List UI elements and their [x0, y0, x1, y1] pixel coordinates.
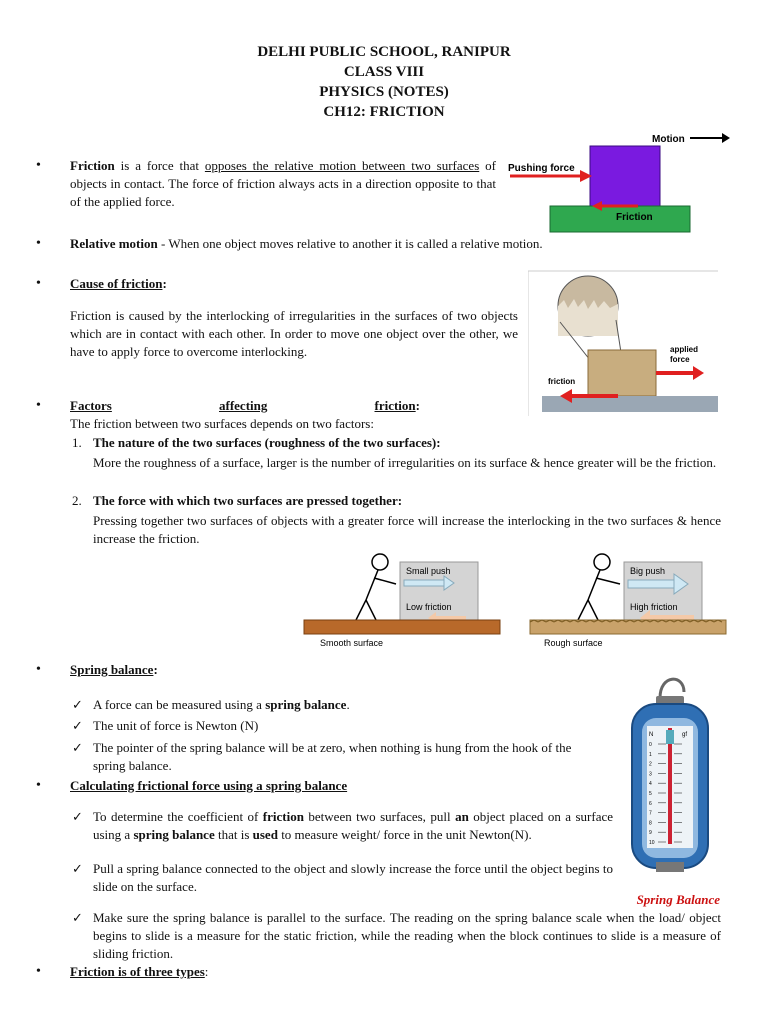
stick-figure-head — [372, 554, 388, 570]
check-icon: ✓ — [72, 718, 83, 733]
factor-number: 1. — [72, 435, 82, 450]
scale-unit-gf: gf — [682, 732, 688, 738]
colon: : — [204, 964, 209, 979]
bullet-icon: • — [36, 398, 41, 413]
text-run: A force can be measured using a — [93, 697, 266, 712]
scale-tick-label: 3 — [649, 771, 652, 778]
low-friction-label: Low friction — [406, 602, 452, 612]
purple-block — [590, 146, 660, 206]
scale-tick-label: 1 — [649, 751, 652, 758]
rough-surface-scene — [530, 554, 726, 648]
push-arrow-icon — [404, 580, 444, 586]
class-label: CLASS VIII — [343, 64, 425, 80]
spring-item: The pointer of the spring balance will be at zero, when nothing is hung from the hook of the spring balance. — [93, 740, 572, 773]
text-run: To determine the coefficient of — [93, 809, 263, 824]
scale-tick-label: 2 — [649, 761, 652, 768]
text-run: between two surfaces, pull — [303, 809, 456, 824]
text-run: that is — [214, 827, 253, 842]
spring-balance-caption: Spring Balance — [636, 892, 720, 907]
force-label: force — [670, 355, 690, 364]
rough-surface-label: Rough surface — [544, 638, 603, 648]
stick-figure-head — [594, 554, 610, 570]
bullet-icon: • — [36, 778, 41, 793]
check-icon: ✓ — [72, 740, 83, 755]
bold-run: an — [455, 809, 469, 824]
check-icon: ✓ — [72, 910, 83, 925]
heading-word: friction — [374, 398, 416, 413]
friction-definition — [70, 157, 496, 211]
cause-text: Friction is caused by the interlocking of irregularities in the surfaces of two objects which are in contact with each other. In order to move one object over the other, we have to apply force to overcome interlocking. — [70, 308, 518, 359]
friction-label: Friction — [616, 212, 653, 223]
scale-tick-label: 6 — [649, 800, 652, 807]
small-push-label: Small push — [406, 566, 451, 576]
smooth-surface-label: Smooth surface — [320, 638, 384, 648]
pushing-force-figure — [500, 128, 730, 234]
push-arrow-icon — [628, 580, 674, 588]
stick-figure-body — [588, 570, 600, 600]
stick-figure-leg — [366, 600, 376, 620]
calc-item — [93, 808, 613, 844]
pointer — [666, 730, 674, 744]
cause-heading-text: Cause of friction — [70, 276, 163, 291]
applied-force-arrow-head-icon — [693, 366, 704, 380]
smooth-surface-scene — [304, 554, 500, 648]
types-heading-text: Friction is of three types — [70, 964, 205, 979]
calc-heading: Calculating frictional force using a spring balance — [70, 778, 348, 793]
types-heading — [70, 963, 208, 981]
bullet-icon: • — [36, 276, 41, 291]
stick-figure-arm — [374, 578, 396, 584]
bullet-icon: • — [36, 236, 41, 251]
stick-figure-leg — [356, 600, 366, 620]
spring-heading: Spring balance: — [70, 662, 158, 677]
school-name: DELHI PUBLIC SCHOOL, RANIPUR — [257, 44, 511, 60]
scale-tick-label: 9 — [649, 830, 652, 837]
bullet-icon: • — [36, 158, 41, 173]
wooden-block — [588, 350, 656, 396]
smooth-wood-surface — [304, 620, 500, 634]
text-run: to measure weight/ force in the unit Newton(N). — [277, 827, 532, 842]
heading-word: affecting — [219, 398, 268, 413]
bold-run: used — [252, 827, 278, 842]
term-friction: Friction — [70, 158, 115, 173]
friction-label: friction — [548, 377, 576, 386]
calc-item: Pull a spring balance connected to the object and slowly increase the force until the object begins to slide on the surface. — [93, 861, 613, 894]
scale-tick-label: 10 — [649, 840, 655, 846]
factors-heading: Factors affecting friction: — [70, 398, 420, 413]
scale-tick-label: 7 — [649, 810, 652, 817]
top-hook-icon — [660, 679, 684, 698]
check-icon: ✓ — [72, 697, 83, 712]
underlined-phrase: opposes the relative motion between two surfaces — [204, 158, 480, 173]
pointer-bar — [668, 728, 672, 844]
bold-run: spring balance — [265, 697, 347, 712]
spring-heading-text: Spring balance — [70, 662, 154, 677]
interlocking-figure — [528, 270, 718, 416]
factor-number: 2. — [72, 493, 82, 508]
text-run: of objects in contact. The force of friction always acts in a direction opposite to that of the applied force. — [70, 158, 496, 209]
applied-label: applied — [670, 345, 699, 354]
scale-tick-label: 4 — [649, 781, 652, 788]
subject-label: PHYSICS (NOTES) — [319, 84, 449, 100]
factor-body: Pressing together two surfaces of objects with a greater force will increase the interlocking in the two surfaces & hence increase the friction. — [93, 513, 721, 546]
stick-figure-leg — [588, 600, 598, 620]
motion-arrow-head-icon — [722, 133, 730, 143]
high-friction-label: High friction — [630, 602, 678, 612]
text-run: - When one object moves relative to another it is called a relative motion. — [157, 236, 543, 251]
stick-figure-body — [366, 570, 378, 600]
bullet-icon: • — [36, 662, 41, 677]
bold-run: friction — [262, 809, 304, 824]
factors-intro: The friction between two surfaces depends on two factors: — [70, 416, 374, 431]
text-run: object placed on a surface using a — [93, 809, 614, 842]
text-run: . — [346, 697, 350, 712]
spring-item: The unit of force is Newton (N) — [93, 718, 259, 733]
spring-balance-figure — [620, 672, 730, 880]
spring-item — [93, 696, 350, 714]
pushing-force-label: Pushing force — [508, 163, 575, 174]
motion-label: Motion — [652, 134, 685, 145]
scale-tick-label: 0 — [649, 742, 652, 748]
cause-heading: Cause of friction: — [70, 276, 167, 291]
calc-item: Make sure the spring balance is parallel to the surface. The reading on the spring balance scale when the load/ object begins to slide is a measure for the static friction, while the reading when the block continues to slide is a measure of sliding friction. — [93, 910, 721, 961]
bottom-clamp — [656, 862, 684, 872]
text-run: is a force that — [114, 158, 205, 173]
relative-motion-text — [70, 235, 730, 253]
factor-title: The force with which two surfaces are pressed together: — [93, 493, 403, 508]
surface-comparison-figure — [300, 552, 730, 652]
stick-figure-leg — [578, 600, 588, 620]
scale-tick-label: 5 — [649, 791, 652, 797]
rough-surface — [530, 620, 726, 634]
bullet-icon: • — [36, 964, 41, 979]
check-icon: ✓ — [72, 809, 83, 824]
factor-title: The nature of the two surfaces (roughness of the two surfaces): — [93, 435, 441, 450]
heading-word: Factors — [70, 398, 112, 413]
factor-body: More the roughness of a surface, larger is the number of irregularities on its surface & hence greater will be the friction. — [93, 455, 717, 470]
term-relative-motion: Relative motion — [70, 236, 158, 251]
chapter-title: CH12: FRICTION — [323, 104, 445, 120]
big-push-label: Big push — [630, 566, 666, 576]
stick-figure-arm — [596, 578, 620, 584]
bold-run: spring balance — [133, 827, 215, 842]
scale-unit-n: N — [649, 732, 654, 738]
scale-tick-label: 8 — [649, 820, 652, 827]
check-icon: ✓ — [72, 861, 83, 876]
